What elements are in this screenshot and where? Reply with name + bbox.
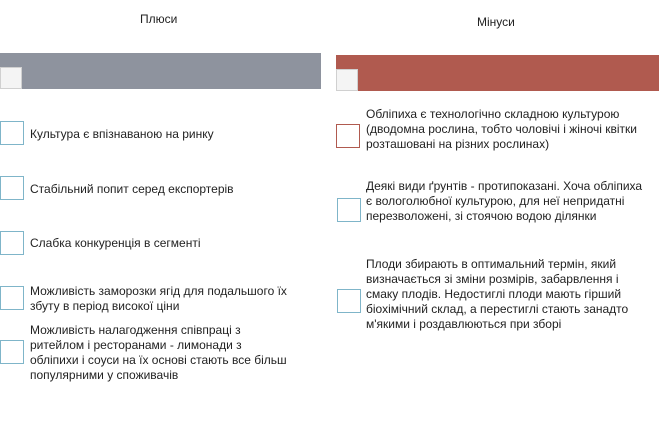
pros-item-5: Можливість налагодження співпраці з ритейлом і ресторанами - лимонади з обліпихи і соуси на їх основі стають все більш популярними у споживачів xyxy=(30,323,287,382)
pros-item-2: Стабільний попит серед експортерів xyxy=(30,182,234,196)
cons-item-1: Обліпиха є технологічно складною культурою (дводомна рослина, тобто чоловічі і жіночі квітки розташовані на різних рослинах) xyxy=(366,107,637,151)
cons-item-1-checkbox[interactable] xyxy=(336,124,360,148)
pros-item-4: Можливість заморозки ягід для подальшого їх збуту в період високої ціни xyxy=(30,284,287,313)
pros-title: Плюси xyxy=(140,12,178,26)
pros-item-3: Слабка конкуренція в сегменті xyxy=(30,236,201,250)
pros-header-bar xyxy=(0,53,321,89)
cons-header-bar xyxy=(336,55,659,91)
pros-item-1: Культура є впізнаваною на ринку xyxy=(30,127,214,141)
cons-item-3-checkbox[interactable] xyxy=(337,289,361,313)
cons-item-2: Деякі види ґрунтів - протипоказані. Хоча обліпиха є вологолюбної культурою, для неї непридатні перезволожені, зі стоячою водою ділянки xyxy=(366,179,643,223)
cons-title: Мінуси xyxy=(477,15,515,29)
pros-item-5-checkbox[interactable] xyxy=(0,340,24,364)
cons-item-2-checkbox[interactable] xyxy=(337,198,361,222)
pros-item-4-checkbox[interactable] xyxy=(0,286,24,310)
cons-header-checkbox[interactable] xyxy=(336,69,358,91)
pros-header-checkbox[interactable] xyxy=(0,67,22,89)
pros-item-1-checkbox[interactable] xyxy=(0,121,24,145)
pros-item-3-checkbox[interactable] xyxy=(0,231,24,255)
pros-item-2-checkbox[interactable] xyxy=(0,176,24,200)
cons-item-3: Плоди збирають в оптимальний термін, який визначається зі зміни розмірів, забарвлення і смаку плодів. Недостиглі плоди мають гірший біохімічний склад, а перестиглі стають занадто м'якими і роздавлюються при зборі xyxy=(366,257,629,331)
